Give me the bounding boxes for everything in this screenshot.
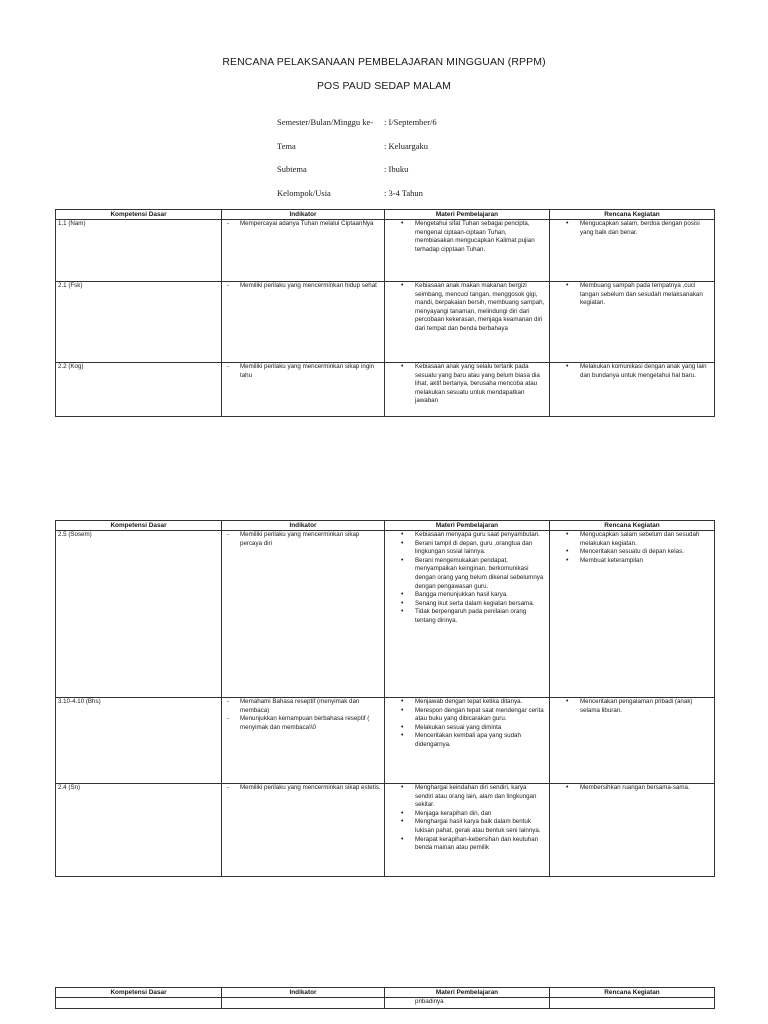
cell-materi — [385, 531, 550, 698]
table-row — [56, 784, 715, 877]
cell-materi — [385, 998, 550, 1009]
meta-row-subtema — [277, 164, 437, 188]
list-item: • Menceritakan pengalaman pribadi (anak) selama liburan. — [552, 698, 711, 715]
list-item: • Mengucapkan salam sebelum dan sesudah melakukan kegiatan. — [552, 531, 711, 548]
meta-value: : 3-4 Tahun — [384, 187, 423, 198]
table-row — [56, 220, 715, 282]
list-item: - Memiliki perilaku yang mencerminkan sikap estetis. — [224, 784, 381, 793]
table-row — [56, 363, 715, 417]
list-item: • Berani mengemukakan pendapat, menyampaikan keinginan, berkomunikasi dengan orang yang belum dikenal sebelumnya dengan pengawasan guru. — [387, 557, 546, 591]
col-header-materi: Materi Pembelajaran — [385, 210, 550, 220]
col-header-kegiatan: Rencana Kegiatan — [550, 210, 715, 220]
cell-indikator — [222, 698, 385, 784]
cell-kd: 2.1 (Fsk) — [56, 282, 222, 363]
list-item: • Mengucapkan salam, berdoa dengan posisi yang baik dan benar. — [552, 220, 711, 237]
cell-kd: 2.5 (Sosem) — [56, 531, 222, 698]
table-row — [56, 698, 715, 784]
document-title: RENCANA PELAKSANAAN PEMBELAJARAN MINGGUAN (RPPM) — [222, 56, 546, 68]
cell-kegiatan — [550, 698, 715, 784]
cell-materi — [385, 282, 550, 363]
cell-materi — [385, 698, 550, 784]
cell-indikator — [222, 531, 385, 698]
list-item: • Kebiasaan anak yang selalu tertarik pada sesuatu yang baru atau yang belum biasa dia lihat, aktif bertanya, berusaha mencoba atau melakukan sesuatu untuk mendapatkan jawaban — [387, 363, 546, 406]
list-item: • Menjaga kerapihan diri, dan — [387, 810, 546, 819]
table-row — [56, 998, 715, 1009]
cell-kd: 1.1 (Nam) — [56, 220, 222, 282]
cell-kd: 2.2 (Kog) — [56, 363, 222, 417]
meta-label: Kelompok/Usia — [277, 187, 331, 198]
document-subtitle: POS PAUD SEDAP MALAM — [316, 80, 452, 92]
col-header-kegiatan: Rencana Kegiatan — [550, 521, 715, 531]
list-item: • Bangga menunjukkan hasil karya. — [387, 591, 546, 600]
list-item: • Senang ikut serta dalam kegiatan bersama. — [387, 600, 546, 609]
cell-materi — [385, 784, 550, 877]
meta-row-semester — [277, 117, 437, 141]
list-item: • Menjawab dengan tepat ketika ditanya. — [387, 698, 546, 707]
cell-kegiatan — [550, 282, 715, 363]
cell-materi — [385, 363, 550, 417]
list-item: - Memiliki perilaku yang mencerminkan sikap ingin tahu — [224, 363, 381, 380]
list-item: - Memahami Bahasa reseptif (menyimak dan membaca) — [224, 698, 381, 715]
cell-indikator — [222, 220, 385, 282]
col-header-indikator: Indikator — [222, 988, 385, 998]
table-header-row — [56, 988, 715, 998]
col-header-materi: Materi Pembelajaran — [385, 988, 550, 998]
list-item: - Memiliki perilaku yang mencerminkan sikap percaya diri — [224, 531, 381, 548]
list-item: • Merapat kerapihan-kebersihan dan keutuhan benda mainan atau pemilik — [387, 836, 546, 853]
cell-kd — [56, 998, 222, 1009]
cell-kegiatan — [550, 363, 715, 417]
rppm-table-2 — [55, 520, 715, 877]
meta-row-tema — [277, 141, 437, 165]
list-item: - Menunjukkan kemampuan berbahasa reseptif ( menyimak dan membaca\\0 — [224, 715, 381, 732]
meta-value: : I/September/6 — [384, 117, 437, 127]
cell-indikator — [222, 784, 385, 877]
col-header-indikator: Indikator — [222, 210, 385, 220]
cell-kegiatan — [550, 998, 715, 1009]
table-row — [56, 531, 715, 698]
col-header-indikator: Indikator — [222, 521, 385, 531]
cell-indikator — [222, 363, 385, 417]
col-header-kompetensi: Kompetensi Dasar — [56, 988, 222, 998]
cell-kegiatan — [550, 220, 715, 282]
table-header-row — [56, 521, 715, 531]
meta-label: Tema — [277, 140, 296, 151]
table-header-row — [56, 210, 715, 220]
cell-materi — [385, 220, 550, 282]
col-header-kompetensi: Kompetensi Dasar — [56, 521, 222, 531]
list-item: • Melakukan sesuai yang diminta — [387, 724, 546, 733]
col-header-materi: Materi Pembelajaran — [385, 521, 550, 531]
meta-value: : Keluargaku — [384, 140, 428, 151]
list-item: • Membuat keterampilan — [552, 557, 711, 566]
meta-value: : Ibuku — [384, 164, 409, 174]
cell-kd: 3.10-4.10 (Bhs) — [56, 698, 222, 784]
list-item: • Merespon dengan tepat saat mendengar cerita atau buku yang dibicarakan guru. — [387, 707, 546, 724]
list-item: - Mempercayai adanya Tuhan melalui CiptaanNya — [224, 220, 381, 229]
cell-indikator — [222, 998, 385, 1009]
rppm-table-3 — [55, 987, 715, 1009]
table-row — [56, 282, 715, 363]
meta-row-kelompok — [277, 188, 437, 212]
list-item: • Menceritakan kembali apa yang sudah didengarnya. — [387, 732, 546, 749]
list-item: • Menghargai keindahan diri sendiri, karya sendiri atau orang lain, alam dan lingkungan sekitar. — [387, 784, 546, 810]
cell-indikator — [222, 282, 385, 363]
list-item: • Kebiasaan anak makan makanan bergizi seimbang, mencuci tangan, menggosok gigi, mandi, berpakaian bersih, membuang sampah, menyayangi tanaman, melindungi diri dari percobaan kekerasan, menjaga keamanan diri dari tempat dan benda berbahaya — [387, 282, 546, 334]
list-item: • Membuang sampah pada tempatnya ,cuci tangan sebelum dan sesudah melaksanakan kegiatan. — [552, 282, 711, 308]
meta-block — [277, 117, 437, 211]
col-header-kompetensi: Kompetensi Dasar — [56, 210, 222, 220]
list-item: - Memiliki perilaku yang mencerminkan hidup sehat — [224, 282, 381, 291]
list-item: • Kebiasaan menyapa guru saat penyambutan. — [387, 531, 546, 540]
col-header-kegiatan: Rencana Kegiatan — [550, 988, 715, 998]
list-item: • Menceritakan sesuatu di depan kelas. — [552, 548, 711, 557]
materi-continuation: pribadinya — [415, 998, 444, 1005]
meta-label: Semester/Bulan/Minggu ke- — [277, 117, 374, 127]
cell-kegiatan — [550, 531, 715, 698]
list-item: • Berani tampil di depan, guru ,orangtua dan lingkungan sosial lainnya. — [387, 540, 546, 557]
list-item: • Membersihkan ruangan bersama-sama. — [552, 784, 711, 793]
list-item: • Mengetahui sifat Tuhan sebagai pencipta, mengenal ciptaan-ciptaan Tuhan, membiasakan mengucapkan Kalimat pujian terhadap cipptaan Tuhan. — [387, 220, 546, 254]
meta-label: Subtema — [277, 164, 307, 174]
rppm-table-1 — [55, 209, 715, 417]
cell-kd: 2.4 (Sn) — [56, 784, 222, 877]
list-item: • Melakukan komunikasi dengan anak yang lain dan bundanya untuk mengetahui hal baru. — [552, 363, 711, 380]
cell-kegiatan — [550, 784, 715, 877]
list-item: • Tidak berpengaruh pada penilaian orang tentang dirinya. — [387, 608, 546, 625]
list-item: • Menghargai hasil karya baik dalam bentuk lukisan pahat, gerak atau bentuk seni lainnya. — [387, 818, 546, 835]
